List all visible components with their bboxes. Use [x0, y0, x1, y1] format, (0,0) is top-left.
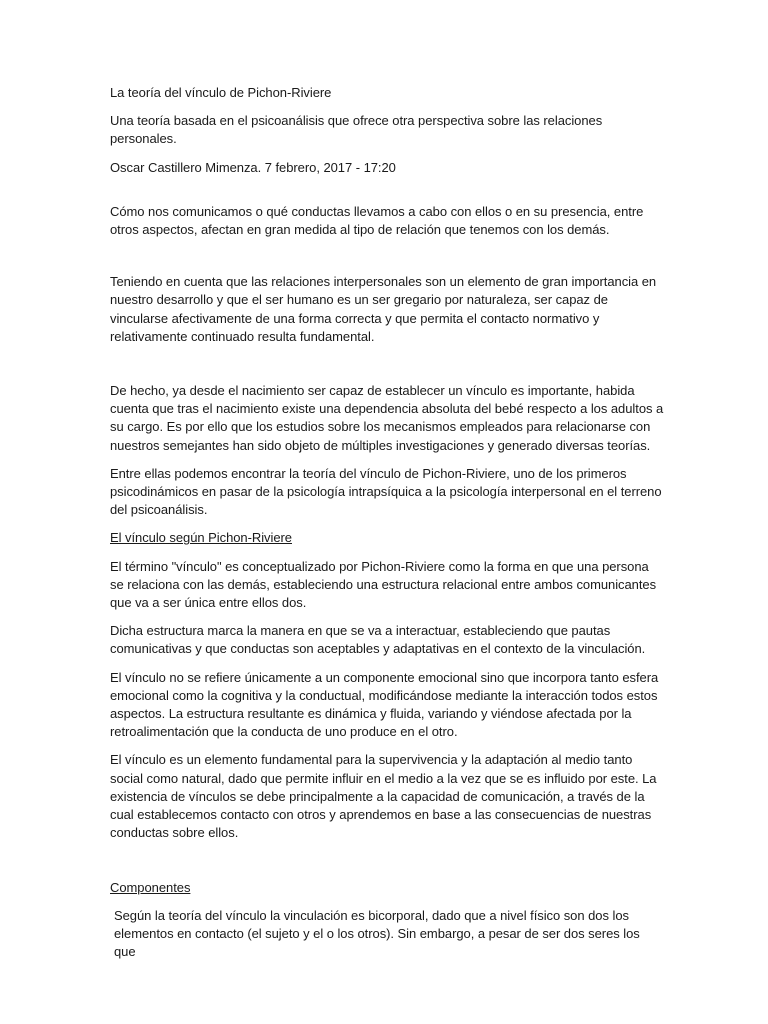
document-title: La teoría del vínculo de Pichon-Riviere	[110, 85, 332, 100]
paragraph: Entre ellas podemos encontrar la teoría del vínculo de Pichon-Riviere, uno de los primeros psicodinámicos en pasar de la psicología intrapsíquica a la psicología interpersonal en el terreno del psicoanálisis.	[110, 465, 662, 518]
paragraph: El término "vínculo" es conceptualizado por Pichon-Riviere como la forma en que una persona se relaciona con las demás, estableciendo una estructura relacional entre ambos comunicantes que va a ser única entre ellos dos.	[110, 558, 657, 611]
paragraph: El vínculo no se refiere únicamente a un componente emocional sino que incorpora tanto esfera emocional como la cognitiva y la conductual, modificándose mediante la interacción todos estos aspectos. La estructura resultante es dinámica y fluida, variando y viéndose afectada por la retroalimentación que la conducta de uno produce en el otro.	[110, 669, 659, 740]
paragraph: De hecho, ya desde el nacimiento ser capaz de establecer un vínculo es importante, habida cuenta que tras el nacimiento existe una dependencia absoluta del bebé respecto a los adultos a su cargo. Es por ello que los estudios sobre los mecanismos empleados para relacionarse con nuestros semejantes han sido objeto de múltiples investigaciones y generado diversas teorías.	[110, 383, 664, 453]
document-subtitle: Una teoría basada en el psicoanálisis que ofrece otra perspectiva sobre las relaciones personales.	[110, 113, 603, 147]
section-heading: El vínculo según Pichon-Riviere	[110, 530, 292, 546]
document-byline: Oscar Castillero Mimenza. 7 febrero, 2017 - 17:20	[110, 159, 396, 175]
paragraph: Según la teoría del vínculo la vinculación es bicorporal, dado que a nivel físico son dos los elementos en contacto (el sujeto y el o los otros). Sin embargo, a pesar de ser dos seres los que	[114, 907, 640, 960]
paragraph: Teniendo en cuenta que las relaciones interpersonales son un elemento de gran importancia en nuestro desarrollo y que el ser humano es un ser gregario por naturaleza, ser capaz de vincularse afectivamente de una forma correcta y que permita el contacto normativo y relativamente continuado resulta fundamental.	[110, 274, 657, 344]
paragraph: Cómo nos comunicamos o qué conductas llevamos a cabo con ellos o en su presencia, entre otros aspectos, afectan en gran medida al tipo de relación que tenemos con los demás.	[110, 203, 644, 238]
paragraph: El vínculo es un elemento fundamental para la supervivencia y la adaptación al medio tanto social como natural, dado que permite influir en el medio a la vez que se es influido por este. La existencia de vínculos se debe principalmente a la capacidad de comunicación, a través de la cual establecemos contacto con otros y aprendemos en base a las consecuencias de nuestras conductas sobre ellos.	[110, 752, 657, 841]
paragraph: Dicha estructura marca la manera en que se va a interactuar, estableciendo que pautas comunicativas y que conductas son aceptables y adaptativas en el contexto de la vinculación.	[110, 623, 646, 657]
section-heading: Componentes	[110, 879, 191, 895]
